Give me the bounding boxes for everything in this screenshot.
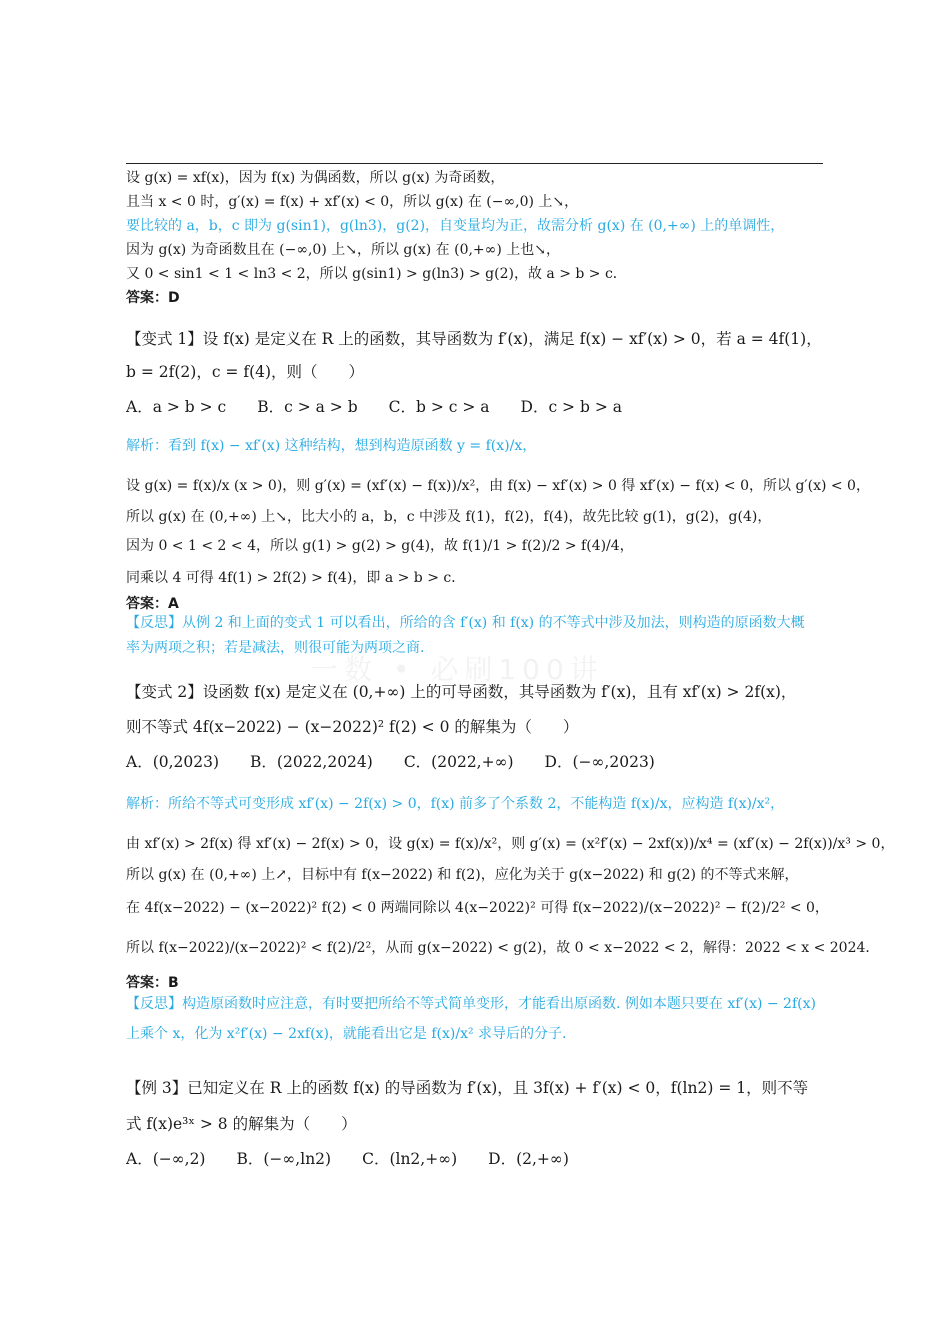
example3-stem-line-2: 式 f(x)e³ˣ > 8 的解集为（ ） [126,1115,357,1133]
variant1-analysis-5: 同乘以 4 可得 4f(1) > 2f(2) > f(4)，即 a > b > c． [126,570,466,586]
variant2-stem-line-2: 则不等式 4f(x−2022) − (x−2022)² f(2) < 0 的解集为（ ） [126,718,579,736]
variant2-reflection-2: 上乘个 x，化为 x²f′(x) − 2xf(x)，就能看出它是 f(x)/x² 求导后的分子. [126,1026,567,1042]
variant2-reflection-1: 【反思】构造原函数时应注意，有时要把所给不等式简单变形，才能看出原函数. 例如本题只要在 xf′(x) − 2f(x) [126,996,816,1012]
variant2-answer: 答案：B [126,975,179,991]
answer-prev: 答案：D [126,290,180,306]
solution-line-4: 因为 g(x) 为奇函数且在 (−∞,0) 上↘，所以 g(x) 在 (0,+∞) 上也↘， [126,242,560,258]
variant2-options: A．(0,2023) B．(2022,2024) C．(2022,+∞) D．(−∞,2023) [126,753,655,771]
variant2-analysis-1: 解析：所给不等式可变形成 xf′(x) − 2f(x) > 0，f(x) 前多了个系数 2，不能构造 f(x)/x，应构造 f(x)/x²， [126,796,785,812]
watermark: 一数 • 必刷100讲 [310,653,604,686]
variant2-analysis-3: 所以 g(x) 在 (0,+∞) 上↗，目标中有 f(x−2022) 和 f(2)，应化为关于 g(x−2022) 和 g(2) 的不等式来解， [126,867,799,883]
variant2-analysis-4: 在 4f(x−2022) − (x−2022)² f(2) < 0 两端同除以 4(x−2022)² 可得 f(x−2022)/(x−2022)² − f(2)/2² < 0， [126,900,829,916]
variant2-analysis-5: 所以 f(x−2022)/(x−2022)² < f(2)/2²，从而 g(x−2022) < g(2)，故 0 < x−2022 < 2，解得：2022 < x < 2024． [126,940,880,956]
example3-options: A．(−∞,2) B．(−∞,ln2) C．(ln2,+∞) D．(2,+∞) [126,1150,569,1168]
variant1-analysis-2: 设 g(x) = f(x)/x (x > 0)，则 g′(x) = (xf′(x) − f(x))/x²，由 f(x) − xf′(x) > 0 得 xf′(x) − f(x) < 0，所以 g′(x) < 0， [126,478,870,494]
example3-stem-line-1: 【例 3】已知定义在 R 上的函数 f(x) 的导函数为 f′(x)，且 3f(x) + f′(x) < 0，f(ln2) = 1，则不等 [126,1079,809,1097]
variant1-reflection-2: 率为两项之积；若是减法，则很可能为两项之商. [126,640,425,656]
variant1-answer: 答案：A [126,596,179,612]
variant1-options: A．a > b > c B．c > a > b C．b > c > a D．c > b > a [126,398,622,416]
variant2-analysis-2: 由 xf′(x) > 2f(x) 得 xf′(x) − 2f(x) > 0，设 g(x) = f(x)/x²，则 g′(x) = (x²f′(x) − 2xf(x))/x⁴ = (xf′(x) − 2f(x))/x³ > 0， [126,836,895,852]
solution-line-2: 且当 x < 0 时，g′(x) = f(x) + xf′(x) < 0，所以 g(x) 在 (−∞,0) 上↘， [126,194,579,210]
variant1-stem-line-2: b = 2f(2)，c = f(4)，则（ ） [126,363,365,381]
variant1-analysis-1: 解析：看到 f(x) − xf′(x) 这种结构，想到构造原函数 y = f(x)/x， [126,438,537,454]
top-rule [126,163,823,164]
variant2-stem-line-1: 【变式 2】设函数 f(x) 是定义在 (0,+∞) 上的可导函数，其导函数为 f′(x)，且有 xf′(x) > 2f(x)， [126,683,797,701]
variant1-analysis-3: 所以 g(x) 在 (0,+∞) 上↘，比大小的 a，b，c 中涉及 f(1)，f(2)，f(4)，故先比较 g(1)，g(2)，g(4)， [126,509,772,525]
variant1-reflection-1: 【反思】从例 2 和上面的变式 1 可以看出，所给的含 f′(x) 和 f(x) 的不等式中涉及加法，则构造的原函数大概 [126,615,805,631]
variant1-stem-line-1: 【变式 1】设 f(x) 是定义在 R 上的函数，其导函数为 f′(x)，满足 f(x) − xf′(x) > 0，若 a = 4f(1)， [126,330,822,348]
variant1-analysis-4: 因为 0 < 1 < 2 < 4，所以 g(1) > g(2) > g(4)，故 f(1)/1 > f(2)/2 > f(4)/4， [126,538,634,554]
solution-line-1: 设 g(x) = xf(x)，因为 f(x) 为偶函数，所以 g(x) 为奇函数， [126,170,505,186]
solution-line-3: 要比较的 a，b，c 即为 g(sin1)，g(ln3)，g(2)，自变量均为正，故需分析 g(x) 在 (0,+∞) 上的单调性， [126,218,785,234]
solution-line-5: 又 0 < sin1 < 1 < ln3 < 2，所以 g(sin1) > g(ln3) > g(2)，故 a > b > c． [126,266,627,282]
